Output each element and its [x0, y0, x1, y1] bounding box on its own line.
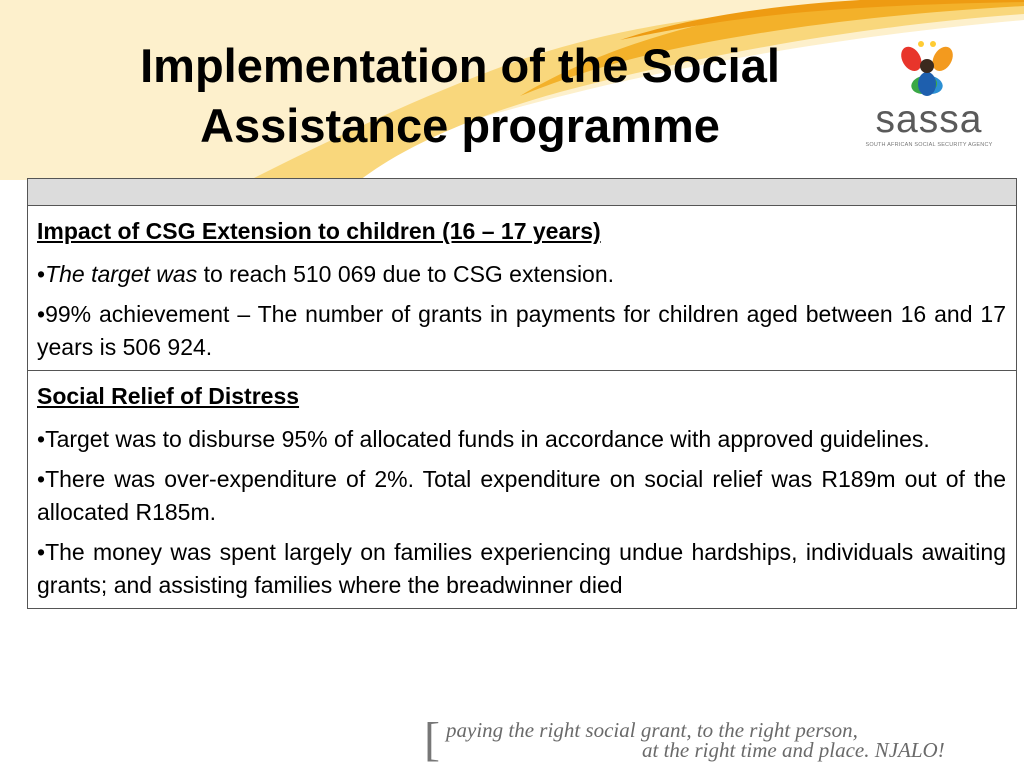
bullet: •: [37, 426, 46, 452]
table-row-csg: [28, 206, 1016, 370]
bullet-paragraph: [37, 298, 1006, 364]
paragraph-text: to reach 510 069 due to CSG extension.: [197, 261, 615, 287]
bullet: •: [37, 466, 46, 492]
bullet: •: [37, 539, 46, 565]
bullet: •: [37, 261, 46, 287]
paragraph-text: The money was spent largely on families experiencing undue hardships, individuals awaiting grants; and assisting families where the breadwinner died: [37, 539, 1006, 598]
bullet: •: [37, 301, 46, 327]
footer-tagline: [420, 714, 1020, 764]
tagline-line-2: at the right time and place. NJALO!: [642, 738, 945, 762]
section-heading: Impact of CSG Extension to children (16 – 17 years): [37, 218, 601, 244]
bracket-icon: [: [424, 713, 440, 766]
page-title: Implementation of the Social Assistance programme: [140, 39, 780, 152]
paragraph-text: There was over-expenditure of 2%. Total expenditure on social relief was R189m out of the allocated R185m.: [37, 466, 1006, 525]
bullet-paragraph: [37, 536, 1006, 602]
logo-subtitle: SOUTH AFRICAN SOCIAL SECURITY AGENCY: [865, 142, 993, 148]
content-table: [27, 178, 1017, 609]
bullet-paragraph: [37, 463, 1006, 529]
italic-phrase: The target was: [45, 261, 198, 287]
table-row-srd: [28, 370, 1016, 608]
logo-wordmark: sassa: [875, 98, 983, 141]
section-heading: Social Relief of Distress: [37, 383, 300, 409]
paragraph-text: 99% achievement – The number of grants in payments for children aged between 16 and 17 years is 506 924.: [37, 301, 1006, 360]
hands-logo-icon: [862, 30, 992, 155]
paragraph-text: Target was to disburse 95% of allocated funds in accordance with approved guidelines.: [45, 426, 930, 452]
bullet-paragraph: [37, 258, 1006, 291]
tagline-line-1: paying the right social grant, to the right person,: [446, 718, 858, 742]
table-header-row: [28, 179, 1016, 206]
bullet-paragraph: [37, 423, 1006, 456]
